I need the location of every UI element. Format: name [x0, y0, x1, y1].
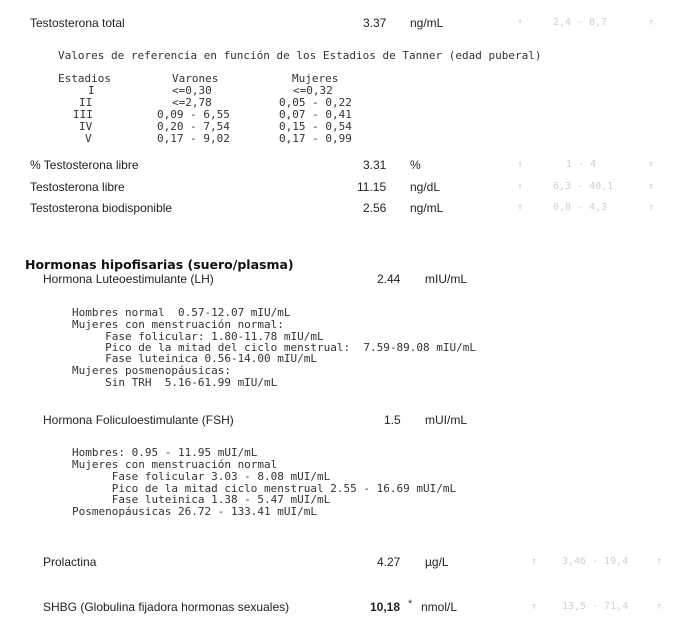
test-total-flag-icon: ↑ — [517, 17, 524, 28]
test-free-pct-flag-icon: ↑ — [517, 159, 524, 170]
fsh-ref-line: Pico de la mitad ciclo menstrual 2.55 - 16.69 mUI/mL — [72, 482, 457, 495]
tanner-header-stage: Estadios — [58, 72, 111, 85]
tanner-row-men: 0,09 - 6,55 — [157, 108, 230, 121]
fsh-unit: mUI/mL — [425, 413, 467, 427]
prolactin-flag-icon: ↑ — [531, 556, 538, 567]
shbg-range: 13,5 - 71,4 — [562, 601, 629, 612]
shbg-unit: nmol/L — [421, 600, 458, 614]
test-free-flag-icon: ↑ — [517, 181, 524, 192]
tanner-row-women: 0,05 - 0,22 — [279, 96, 352, 109]
lh-ref-line: Mujeres posmenopáusicas: — [72, 364, 231, 377]
prolactin-label: Prolactina — [43, 555, 97, 569]
prolactin-range: 3,46 - 19,4 — [562, 556, 629, 567]
test-free-label: Testosterona libre — [30, 180, 125, 194]
shbg-flag-icon: ↑ — [531, 601, 538, 612]
fsh-ref-line: Posmenopáusicas 26.72 - 133.41 mUI/mL — [72, 505, 318, 518]
lh-unit: mIU/mL — [425, 272, 467, 286]
prolactin-value: 4.27 — [377, 555, 401, 569]
tanner-header-women: Mujeres — [292, 72, 339, 85]
test-bio-range: 0,8 - 4,3 — [553, 202, 608, 213]
test-total-unit: ng/mL — [410, 16, 444, 30]
test-bio-label: Testosterona biodisponible — [30, 201, 173, 215]
lh-ref-line: Hombres normal 0.57-12.07 mIU/mL — [72, 306, 291, 319]
fsh-label: Hormona Foliculoestimulante (FSH) — [43, 413, 234, 427]
tanner-row-men: 0,17 - 9,02 — [157, 132, 230, 145]
tanner-row-men: 0,20 - 7,54 — [157, 120, 230, 133]
tanner-row-women: 0,07 - 0,41 — [279, 108, 352, 121]
test-bio-flag-right-icon: ↑ — [648, 202, 655, 213]
lh-ref-line: Mujeres con menstruación normal: — [72, 318, 284, 331]
test-total-range: 2,4 - 8,7 — [553, 17, 608, 28]
test-free-pct-value: 3.31 — [363, 158, 387, 172]
fsh-ref-line: Hombres: 0.95 - 11.95 mUI/mL — [72, 446, 258, 459]
lh-ref-line: Sin TRH 5.16-61.99 mIU/mL — [72, 376, 278, 389]
shbg-label: SHBG (Globulina fijadora hormonas sexuales) — [43, 600, 290, 614]
test-total-label: Testosterona total — [30, 16, 125, 30]
test-bio-unit: ng/mL — [410, 201, 444, 215]
test-free-pct-unit: % — [410, 158, 421, 172]
test-free-pct-label: % Testosterona libre — [30, 158, 139, 172]
tanner-row-women: 0,15 - 0,54 — [279, 120, 352, 133]
tanner-row-stage: I — [88, 84, 95, 97]
shbg-flag-right-icon: ↑ — [656, 601, 663, 612]
tanner-row-men: <=0,30 — [172, 84, 212, 97]
tanner-row-stage: IV — [79, 120, 93, 133]
lh-ref-line: Fase folicular: 1.80-11.78 mIU/mL — [72, 330, 324, 343]
test-free-pct-range: 1 - 4 — [566, 159, 597, 170]
tanner-row-stage: III — [73, 108, 93, 121]
test-bio-value: 2.56 — [363, 201, 387, 215]
lh-ref-line: Pico de la mitad del ciclo menstrual: 7.59-89.08 mIU/mL — [72, 341, 476, 354]
section-heading: Hormonas hipofisarias (suero/plasma) — [25, 257, 294, 272]
tanner-row-stage: II — [79, 96, 93, 109]
prolactin-flag-right-icon: ↑ — [656, 556, 663, 567]
fsh-value: 1.5 — [384, 413, 401, 427]
lh-ref-line: Fase luteinica 0.56-14.00 mIU/mL — [72, 352, 318, 365]
test-free-unit: ng/dL — [410, 180, 441, 194]
prolactin-unit: µg/L — [425, 555, 449, 569]
tanner-row-women: <=0,32 — [293, 84, 333, 97]
tanner-title: Valores de referencia en función de los Estadios de Tanner (edad puberal) — [58, 49, 542, 62]
fsh-ref-line: Mujeres con menstruación normal — [72, 458, 278, 471]
tanner-header-men: Varones — [172, 72, 219, 85]
test-bio-flag-icon: ↑ — [517, 202, 524, 213]
lh-label: Hormona Luteoestimulante (LH) — [43, 272, 214, 286]
test-free-range: 6,3 - 40,1 — [553, 181, 614, 192]
lh-value: 2.44 — [377, 272, 401, 286]
tanner-row-men: <=2,78 — [172, 96, 212, 109]
tanner-row-stage: V — [85, 132, 92, 145]
fsh-ref-line: Fase folicular 3.03 - 8.08 mUI/mL — [72, 470, 331, 483]
test-free-flag-right-icon: ↑ — [648, 181, 655, 192]
shbg-value: 10,18 — [370, 600, 401, 614]
test-total-value: 3.37 — [363, 16, 387, 30]
test-total-flag-right-icon: ↑ — [648, 17, 655, 28]
shbg-abnormal-mark: * — [408, 598, 413, 610]
fsh-ref-line: Fase luteinica 1.38 - 5.47 mUI/mL — [72, 493, 331, 506]
test-free-value: 11.15 — [357, 180, 387, 194]
tanner-row-women: 0,17 - 0,99 — [279, 132, 352, 145]
test-free-pct-flag-right-icon: ↑ — [648, 159, 655, 170]
